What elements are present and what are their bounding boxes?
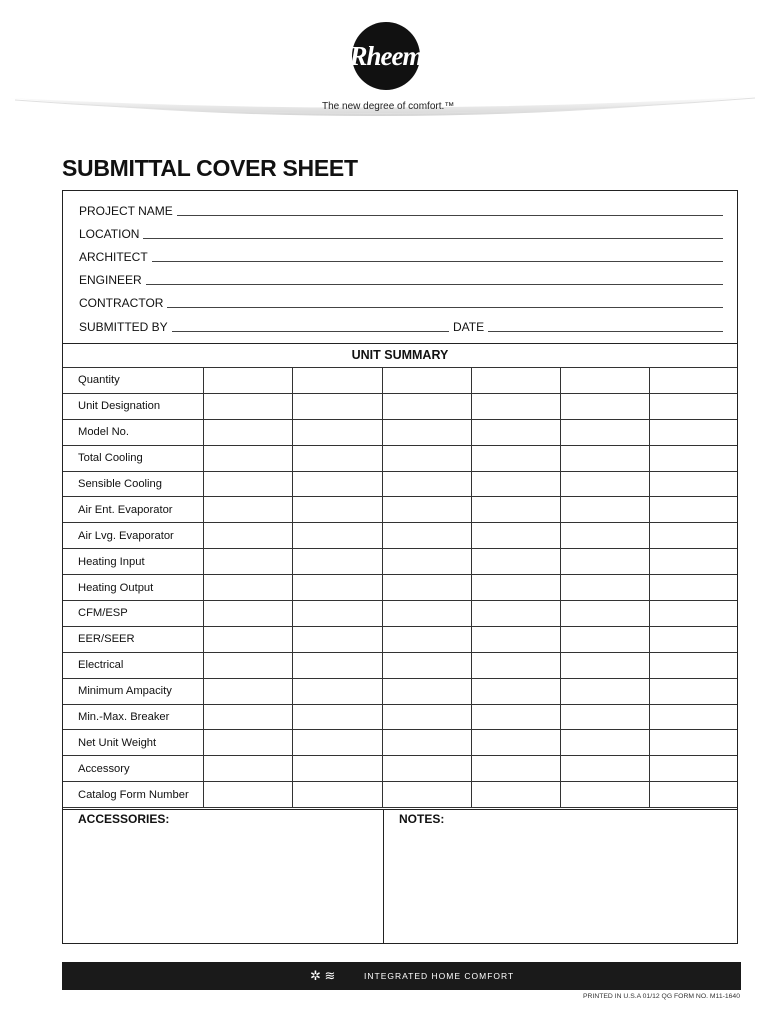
unit-cell[interactable] [382, 497, 471, 523]
contractor-field[interactable] [79, 294, 723, 310]
unit-cell[interactable] [560, 730, 649, 756]
unit-cell[interactable] [649, 497, 737, 523]
unit-cell[interactable] [293, 730, 382, 756]
unit-cell[interactable] [649, 523, 737, 549]
unit-row-label: Catalog Form Number [63, 782, 204, 808]
accessories-notes-area [63, 809, 737, 943]
unit-cell[interactable] [560, 704, 649, 730]
unit-cell[interactable] [560, 523, 649, 549]
unit-cell[interactable] [649, 601, 737, 627]
unit-cell[interactable] [560, 652, 649, 678]
unit-cell[interactable] [471, 471, 560, 497]
unit-cell[interactable] [382, 678, 471, 704]
unit-row-label: Minimum Ampacity [63, 678, 204, 704]
architect-field[interactable] [79, 248, 723, 264]
unit-row-label: Heating Output [63, 575, 204, 601]
unit-row [63, 652, 737, 678]
unit-cell[interactable] [293, 471, 382, 497]
section-divider [63, 343, 737, 344]
comfort-waves-icon: ✲ ≋ [310, 968, 336, 983]
unit-cell[interactable] [560, 419, 649, 445]
unit-cell[interactable] [382, 523, 471, 549]
unit-cell[interactable] [204, 419, 293, 445]
unit-row-label: Air Lvg. Evaporator [63, 523, 204, 549]
date-field[interactable] [453, 318, 723, 334]
unit-row [63, 601, 737, 627]
unit-row [63, 575, 737, 601]
unit-cell[interactable] [293, 678, 382, 704]
unit-cell[interactable] [471, 368, 560, 394]
date-label: DATE [453, 320, 485, 334]
unit-row-label: Quantity [63, 368, 204, 394]
unit-row-label: Electrical [63, 652, 204, 678]
unit-cell[interactable] [382, 575, 471, 601]
unit-cell[interactable] [204, 756, 293, 782]
unit-cell[interactable] [293, 575, 382, 601]
unit-cell[interactable] [204, 782, 293, 808]
unit-cell[interactable] [382, 704, 471, 730]
unit-row [63, 419, 737, 445]
unit-cell[interactable] [382, 626, 471, 652]
rheem-logo [349, 22, 423, 90]
unit-cell[interactable] [471, 445, 560, 471]
architect-label: ARCHITECT [79, 250, 148, 264]
unit-row-label: Air Ent. Evaporator [63, 497, 204, 523]
unit-cell[interactable] [471, 678, 560, 704]
unit-cell[interactable] [649, 445, 737, 471]
unit-cell[interactable] [293, 652, 382, 678]
unit-cell[interactable] [560, 368, 649, 394]
unit-cell[interactable] [293, 523, 382, 549]
unit-row-label: Sensible Cooling [63, 471, 204, 497]
unit-cell[interactable] [293, 393, 382, 419]
unit-cell[interactable] [649, 626, 737, 652]
unit-cell[interactable] [382, 393, 471, 419]
unit-cell[interactable] [382, 471, 471, 497]
unit-row [63, 730, 737, 756]
unit-cell[interactable] [471, 626, 560, 652]
architect-line[interactable] [152, 261, 723, 262]
bottom-divider [63, 809, 737, 810]
unit-row [63, 704, 737, 730]
unit-cell[interactable] [471, 756, 560, 782]
unit-cell[interactable] [649, 652, 737, 678]
notes-label: NOTES: [399, 812, 445, 826]
unit-cell[interactable] [382, 652, 471, 678]
unit-cell[interactable] [649, 419, 737, 445]
unit-cell[interactable] [293, 549, 382, 575]
unit-row [63, 549, 737, 575]
unit-cell[interactable] [293, 368, 382, 394]
unit-cell[interactable] [649, 549, 737, 575]
accessories-notes-split [383, 809, 384, 943]
unit-cell[interactable] [382, 445, 471, 471]
unit-cell[interactable] [293, 497, 382, 523]
unit-summary-table [63, 367, 737, 808]
unit-cell[interactable] [382, 549, 471, 575]
unit-cell[interactable] [649, 575, 737, 601]
unit-cell[interactable] [382, 782, 471, 808]
unit-cell[interactable] [560, 549, 649, 575]
unit-cell[interactable] [293, 626, 382, 652]
unit-cell[interactable] [649, 678, 737, 704]
project-name-field[interactable] [79, 202, 723, 218]
submitted-by-label: SUBMITTED BY [79, 320, 168, 334]
unit-cell[interactable] [649, 730, 737, 756]
page-title: SUBMITTAL COVER SHEET [62, 155, 358, 181]
unit-cell[interactable] [382, 419, 471, 445]
unit-cell[interactable] [560, 626, 649, 652]
unit-row-label: Accessory [63, 756, 204, 782]
engineer-line[interactable] [146, 284, 723, 285]
unit-cell[interactable] [204, 678, 293, 704]
unit-cell[interactable] [204, 704, 293, 730]
engineer-label: ENGINEER [79, 273, 142, 287]
unit-row-label: Total Cooling [63, 445, 204, 471]
header-band [0, 0, 770, 140]
unit-row [63, 523, 737, 549]
unit-cell[interactable] [560, 497, 649, 523]
unit-cell[interactable] [471, 782, 560, 808]
unit-cell[interactable] [560, 678, 649, 704]
project-name-line[interactable] [177, 215, 723, 216]
unit-cell[interactable] [560, 782, 649, 808]
unit-cell[interactable] [382, 756, 471, 782]
location-field[interactable] [79, 225, 723, 241]
unit-cell[interactable] [560, 756, 649, 782]
unit-cell[interactable] [649, 704, 737, 730]
footer-brand-line: INTEGRATED HOME COMFORT [364, 971, 515, 981]
unit-cell[interactable] [560, 445, 649, 471]
unit-row [63, 678, 737, 704]
unit-cell[interactable] [471, 575, 560, 601]
submitted-by-line[interactable] [172, 331, 449, 332]
unit-cell[interactable] [471, 549, 560, 575]
unit-cell[interactable] [382, 368, 471, 394]
unit-cell[interactable] [649, 393, 737, 419]
unit-cell[interactable] [382, 601, 471, 627]
submitted-by-field[interactable] [79, 318, 449, 334]
unit-cell[interactable] [471, 730, 560, 756]
unit-row-label: Unit Designation [63, 393, 204, 419]
location-line[interactable] [143, 238, 723, 239]
unit-cell[interactable] [649, 756, 737, 782]
logo-text: Rheem [349, 40, 423, 71]
tagline: The new degree of comfort.™ [322, 101, 455, 112]
project-name-label: PROJECT NAME [79, 204, 173, 218]
contractor-label: CONTRACTOR [79, 296, 164, 310]
unit-cell[interactable] [560, 471, 649, 497]
unit-cell[interactable] [471, 704, 560, 730]
unit-cell[interactable] [293, 445, 382, 471]
unit-cell[interactable] [204, 368, 293, 394]
unit-row [63, 445, 737, 471]
unit-row [63, 368, 737, 394]
unit-row-label: Model No. [63, 419, 204, 445]
unit-cell[interactable] [649, 471, 737, 497]
unit-row-label: Net Unit Weight [63, 730, 204, 756]
unit-cell[interactable] [204, 730, 293, 756]
location-label: LOCATION [79, 227, 140, 241]
unit-cell[interactable] [649, 368, 737, 394]
unit-cell[interactable] [204, 393, 293, 419]
unit-cell[interactable] [560, 393, 649, 419]
unit-cell[interactable] [204, 652, 293, 678]
unit-cell[interactable] [560, 601, 649, 627]
unit-cell[interactable] [293, 756, 382, 782]
unit-row-label: Min.-Max. Breaker [63, 704, 204, 730]
unit-cell[interactable] [204, 626, 293, 652]
unit-row-label: CFM/ESP [63, 601, 204, 627]
contractor-line[interactable] [167, 307, 723, 308]
engineer-field[interactable] [79, 271, 723, 287]
unit-row [63, 497, 737, 523]
date-line[interactable] [488, 331, 723, 332]
submittal-form [62, 190, 738, 944]
unit-row [63, 471, 737, 497]
unit-cell[interactable] [471, 523, 560, 549]
print-info: PRINTED IN U.S.A 01/12 QG FORM NO. M11-1640 [582, 993, 740, 1000]
unit-cell[interactable] [649, 782, 737, 808]
unit-cell[interactable] [204, 445, 293, 471]
unit-cell[interactable] [471, 652, 560, 678]
unit-cell[interactable] [204, 601, 293, 627]
unit-cell[interactable] [382, 730, 471, 756]
unit-cell[interactable] [293, 782, 382, 808]
unit-cell[interactable] [204, 497, 293, 523]
unit-row [63, 393, 737, 419]
accessories-label: ACCESSORIES: [78, 812, 170, 826]
unit-cell[interactable] [471, 419, 560, 445]
unit-cell[interactable] [293, 601, 382, 627]
unit-cell[interactable] [204, 549, 293, 575]
unit-row [63, 626, 737, 652]
unit-row [63, 782, 737, 808]
unit-cell[interactable] [293, 419, 382, 445]
unit-summary-title: UNIT SUMMARY [351, 348, 449, 362]
unit-cell[interactable] [204, 471, 293, 497]
unit-cell[interactable] [471, 393, 560, 419]
unit-cell[interactable] [204, 523, 293, 549]
unit-cell[interactable] [293, 704, 382, 730]
footer-band [62, 962, 741, 990]
unit-row-label: Heating Input [63, 549, 204, 575]
unit-cell[interactable] [471, 497, 560, 523]
unit-cell[interactable] [204, 575, 293, 601]
unit-row-label: EER/SEER [63, 626, 204, 652]
unit-row [63, 756, 737, 782]
unit-cell[interactable] [471, 601, 560, 627]
unit-cell[interactable] [560, 575, 649, 601]
